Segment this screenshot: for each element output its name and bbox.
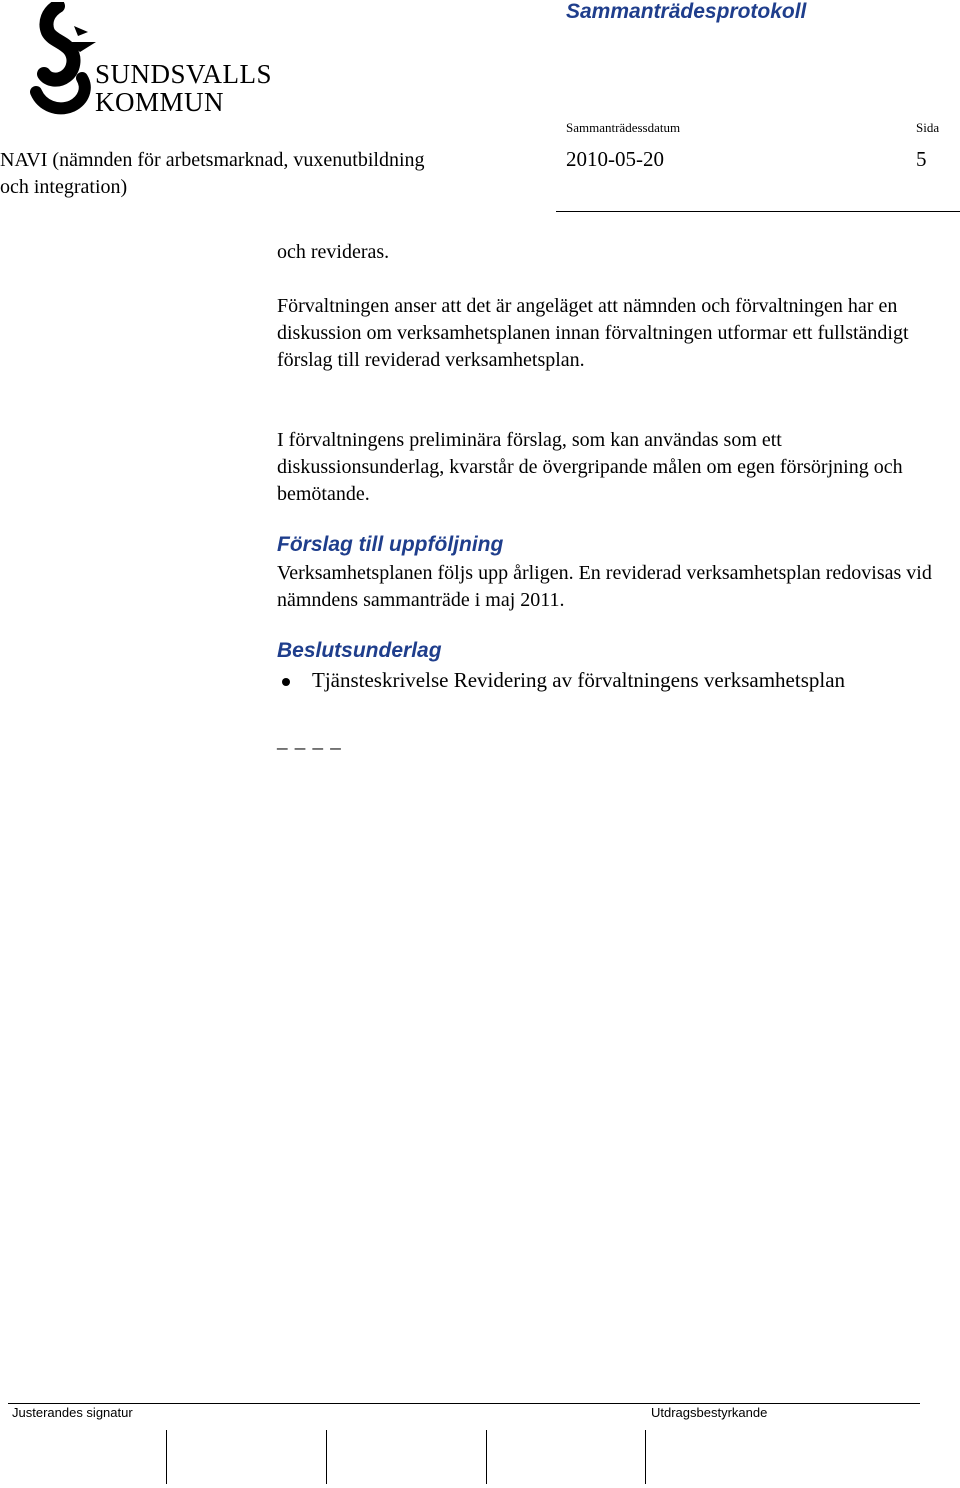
signature-box-divider <box>166 1430 167 1484</box>
logo-line-2: KOMMUN <box>95 87 225 117</box>
bullet-icon <box>282 678 290 686</box>
meeting-date: 2010-05-20 <box>566 147 664 171</box>
header-divider <box>556 211 960 212</box>
section-end-dashes: _ _ _ _ <box>277 728 342 752</box>
heading-decision-basis: Beslutsunderlag <box>277 639 442 662</box>
municipality-name <box>95 60 272 116</box>
paragraph-follow-up: Verksamhetsplanen följs upp årligen. En reviderad verksamhetsplan redovisas vid nämndens sammanträde i maj 2011. <box>277 562 932 611</box>
page-label: Sida <box>916 120 940 135</box>
board-name-line-2: och integration) <box>0 176 128 198</box>
board-name <box>0 147 425 201</box>
certification-label: Utdragsbestyrkande <box>651 1405 768 1420</box>
signature-box-divider <box>486 1430 487 1484</box>
decision-basis-item: Tjänsteskrivelse Revidering av förvaltningens verksamhetsplan <box>312 668 846 692</box>
paragraph-continuation: och revideras. <box>277 241 390 263</box>
signature-box-divider <box>326 1430 327 1484</box>
meeting-date-label: Sammanträdessdatum <box>566 120 681 135</box>
signature-label: Justerandes signatur <box>12 1405 133 1420</box>
footer-divider <box>8 1403 920 1404</box>
paragraph-preliminary-proposal: I förvaltningens preliminära förslag, som kan användas som ett diskussionsunderlag, kvarstår de övergripande målen om egen försörjning och bemötande. <box>277 429 903 505</box>
heading-follow-up: Förslag till uppföljning <box>277 533 504 556</box>
logo-line-1: SUNDSVALLS <box>95 59 273 89</box>
board-name-line-1: NAVI (nämnden för arbetsmarknad, vuxenutbildning <box>0 149 425 171</box>
page-number: 5 <box>916 147 927 171</box>
paragraph-administration-view: Förvaltningen anser att det är angeläget att nämnden och förvaltningen har en diskussion om verksamhetsplanen innan förvaltningen utformar ett fullständigt förslag till reviderad verksamhetsplan. <box>277 295 909 371</box>
document-title: Sammanträdesprotokoll <box>566 0 807 23</box>
signature-box-divider <box>645 1430 646 1484</box>
